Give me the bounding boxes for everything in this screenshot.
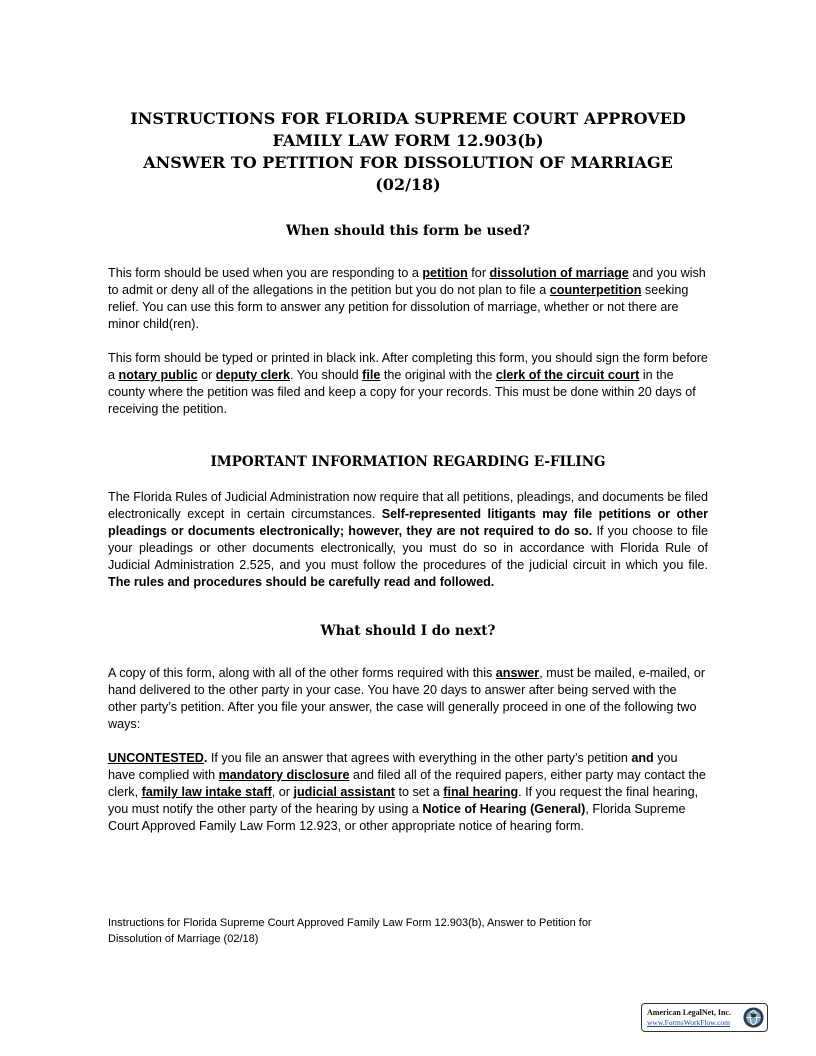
text-run: If you file an answer that agrees with everything in the other party’s petition [207, 751, 632, 765]
link-clerk-of-the-circuit-court[interactable]: clerk of the circuit court [495, 368, 640, 382]
text-run: the original with the [380, 368, 496, 382]
text-run: The Florida Rules of Judicial Administration now require that all petitions, pleadings, and documents be filed electronically except in certain circumstances. [108, 490, 708, 521]
american-legalnet-logo[interactable] [641, 1003, 768, 1032]
paragraph-uncontested [108, 750, 708, 835]
text-run: This form should be used when you are responding to a [108, 266, 423, 280]
document-title [108, 108, 708, 196]
link-counterpetition[interactable]: counterpetition [549, 283, 642, 297]
globe-icon [742, 1006, 765, 1029]
link-family-law-intake-staff[interactable]: family law intake staff [141, 785, 272, 799]
logo-company-name: American LegalNet, Inc. [647, 1008, 731, 1017]
text-run: A copy of this form, along with all of the other forms required with this [108, 666, 496, 680]
bold-text: The rules and procedures should be carefully read and followed. [108, 575, 495, 589]
section-heading-efiling: IMPORTANT INFORMATION REGARDING E-FILING [210, 454, 606, 470]
text-run: and you wish to admit or deny all of the allegations in the petition but you do not plan to file a [108, 266, 706, 297]
text-run: , must be mailed, e-mailed, or hand delivered to the other party in your case. You have 20 days to answer after being served with the other party’s petition. After you file your answer, the case will generally proceed in one of the following two ways: [108, 666, 706, 731]
footer-line-1: Instructions for Florida Supreme Court Approved Family Law Form 12.903(b), Answer to Petition for [108, 917, 592, 929]
bold-text: Self-represented litigants may file petitions or other pleadings or documents electronically; however, they are not required to do so. [108, 507, 709, 538]
link-deputy-clerk[interactable]: deputy clerk [215, 368, 290, 382]
link-file[interactable]: file [362, 368, 381, 382]
paragraph-next-1 [108, 665, 708, 733]
bold-text: and [631, 751, 654, 765]
text-run: , Florida Supreme Court Approved Family Law Form 12.923, or other appropriate notice of hearing form. [108, 802, 686, 833]
title-line-2: FAMILY LAW FORM 12.903(b) [272, 131, 544, 150]
link-judicial-assistant[interactable]: judicial assistant [293, 785, 395, 799]
link-mandatory-disclosure[interactable]: mandatory disclosure [218, 768, 350, 782]
section-heading-next: What should I do next? [320, 623, 496, 639]
logo-url-link[interactable]: www.FormsWorkFlow.com [647, 1018, 731, 1027]
text-run: in the county where the petition was filed and keep a copy for your records. This must be done within 20 days of receiving the petition. [108, 368, 696, 416]
title-line-4: (02/18) [375, 175, 441, 194]
text-run: you have complied with [108, 751, 678, 782]
footer-line-2: Dissolution of Marriage (02/18) [108, 933, 259, 945]
text-run: and filed all of the required papers, either party may contact the clerk, [108, 768, 706, 799]
link-notary-public[interactable]: notary public [118, 368, 198, 382]
section-heading-when: When should this form be used? [285, 223, 531, 239]
paragraph-efiling [108, 489, 708, 591]
link-petition[interactable]: petition [422, 266, 468, 280]
title-line-1: INSTRUCTIONS FOR FLORIDA SUPREME COURT APPROVED [130, 109, 686, 128]
paragraph-when-1 [108, 265, 708, 333]
paragraph-when-2 [108, 350, 708, 418]
text-run: This form should be typed or printed in black ink. After completing this form, you should sign the form before a [108, 351, 708, 382]
page-footer [108, 915, 708, 947]
link-dissolution-of-marriage[interactable]: dissolution of marriage [489, 266, 629, 280]
text-run: If you choose to file your pleadings or other documents electronically, you must do so in accordance with Florida Rule of Judicial Administration 2.525, and you must follow the procedures of the judicial circuit in which you file. [108, 524, 708, 572]
link-uncontested[interactable]: UNCONTESTED [108, 751, 204, 765]
link-final-hearing[interactable]: final hearing [443, 785, 519, 799]
text-run: for [467, 266, 490, 280]
text-run: , or [271, 785, 294, 799]
title-line-3: ANSWER TO PETITION FOR DISSOLUTION OF MARRIAGE [143, 153, 673, 172]
text-run: . If you request the final hearing, you must notify the other party of the hearing by using a [108, 785, 699, 816]
text-run: seeking relief. You can use this form to answer any petition for dissolution of marriage, whether or not there are minor child(ren). [108, 283, 689, 331]
bold-text: Notice of Hearing (General) [422, 802, 586, 816]
text-run: or [197, 368, 216, 382]
text-run: to set a [394, 785, 444, 799]
text-run: . You should [290, 368, 363, 382]
link-answer[interactable]: answer [495, 666, 540, 680]
bold-text: . [203, 751, 208, 765]
